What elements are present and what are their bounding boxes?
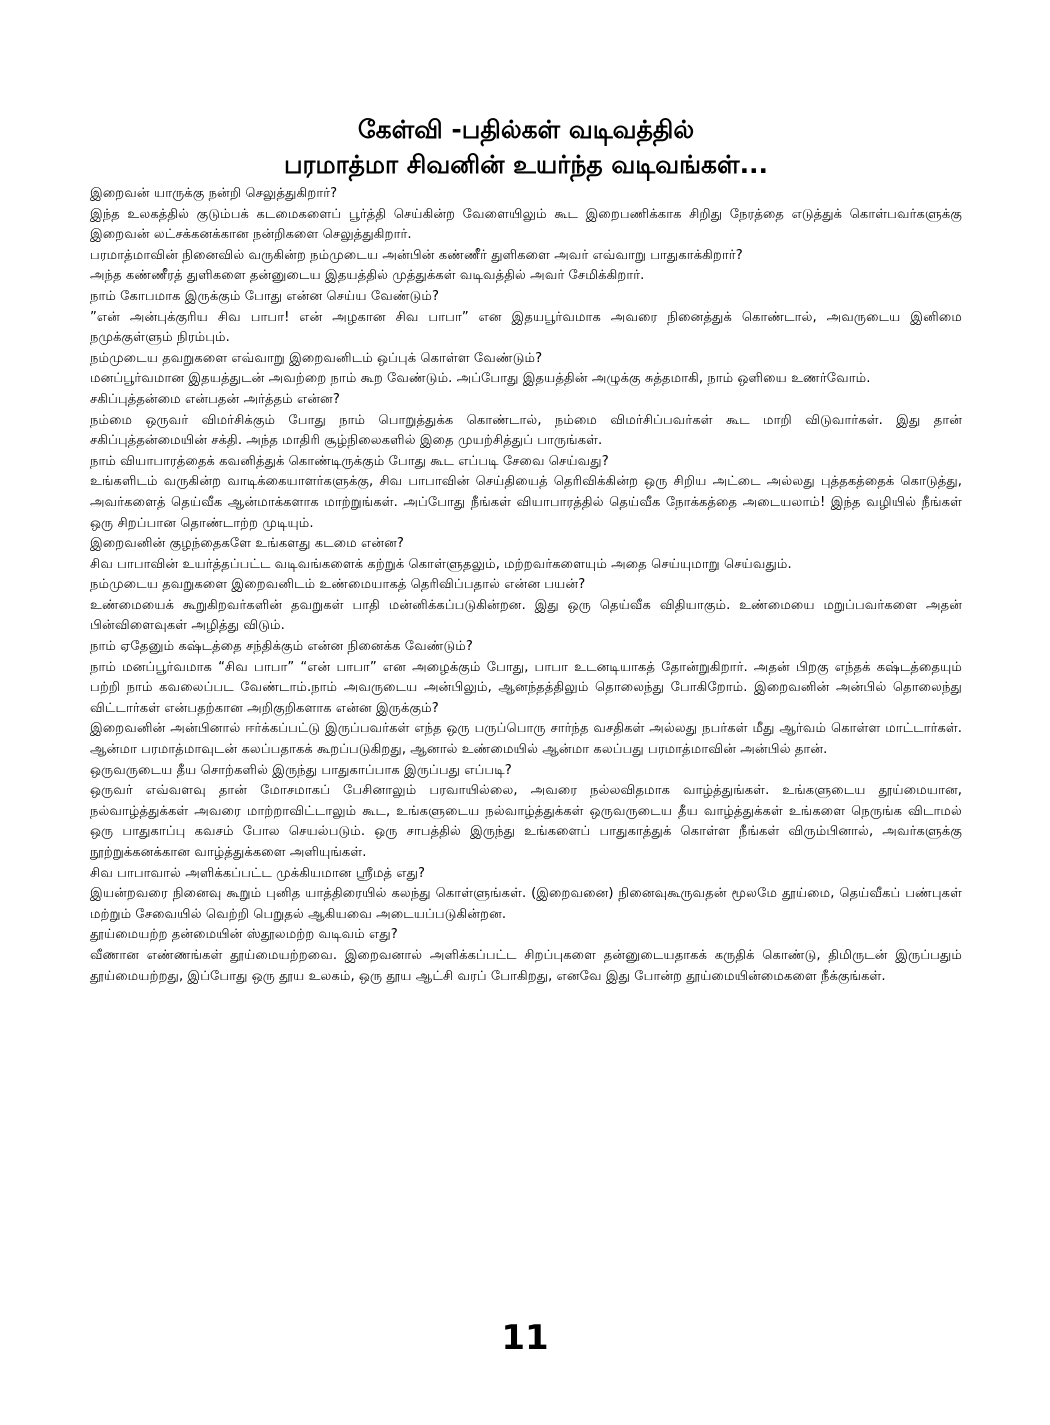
question: இறைவனின் குழந்தைகளே உங்களது கடமை என்ன?: [90, 536, 404, 552]
question: நாம் ஏதேனும் கஷ்டத்தை சந்திக்கும் என்ன நினைக்க வேண்டும்?: [90, 639, 473, 655]
question: நாம் வியாபாரத்தைக் கவனித்துக் கொண்டிருக்கும் போது கூட எப்படி சேவை செய்வது?: [90, 453, 609, 469]
page-title-line-1: கேள்வி -பதில்கள் வடிவத்தில்: [357, 115, 695, 144]
answer: வீணான எண்ணங்கள் தூய்மையற்றவை. இறைவனால் அளிக்கப்பட்ட சிறப்புகளை தன்னுடையதாகக் கருதிக் கொண்டு, திமிருடன் இருப்பதும் தூய்மையற்றது, இப்போது ஒரு தூய உலகம், ஒரு தூய ஆட்சி வரப் போகிறது, எனவே இது போன்ற தூய்மையின்மைகளை நீக்குங்கள்.: [90, 947, 962, 984]
answer: இயன்றவரை நினைவு கூறும் புனித யாத்திரையில் கலந்து கொள்ளுங்கள். (இறைவனை) நினைவுகூருவதன் மூலமே தூய்மை, தெய்வீகப் பண்புகள் மற்றும் சேவையில் வெற்றி பெறுதல் ஆகியவை அடையப்படுகின்றன.: [90, 886, 962, 922]
document-page: [90, 112, 962, 987]
question: சிவ பாபாவால் அளிக்கப்பட்ட முக்கியமான ஸ்ரீமத் எது?: [90, 865, 426, 881]
question: நாம் கோபமாக இருக்கும் போது என்ன செய்ய வேண்டும்?: [90, 288, 439, 304]
question: சகிப்புத்தன்மை என்பதன் அர்த்தம் என்ன?: [90, 391, 340, 407]
page-title-line-2: பரமாத்மா சிவனின் உயர்ந்த வடிவங்கள்...: [283, 150, 769, 179]
answer: இந்த உலகத்தில் குடும்பக் கடமைகளைப் பூர்த்தி செய்கின்ற வேளையிலும் கூட இறைபணிக்காக சிறிது நேரத்தை எடுத்துக் கொள்பவர்களுக்கு இறைவன் லட்சக்கனக்கான நன்றிகளை செலுத்துகிறார்.: [90, 206, 962, 243]
answer: நம்மை ஒருவர் விமர்சிக்கும் போது நாம் பொறுத்துக்க கொண்டால், நம்மை விமர்சிப்பவர்கள் கூட மாறி விடுவார்கள். இது தான் சகிப்புத்தன்மையின் சக்தி. அந்த மாதிரி சூழ்நிலைகளில் இதை முயற்சித்துப் பாருங்கள்.: [90, 412, 962, 449]
page-number: 11: [501, 1318, 549, 1358]
answer: சிவ பாபாவின் உயர்த்தப்பட்ட வடிவங்களைக் கற்றுக் கொள்ளுதலும், மற்றவர்களையும் அதை செய்யுமாறு செய்வதும்.: [90, 556, 792, 572]
answer: அந்த கண்ணீரத் துளிகளை தன்னுடைய இதயத்தில் முத்துக்கள் வடிவத்தில் அவர் சேமிக்கிறார்.: [90, 268, 645, 284]
answer: இறைவனின் அன்பினால் ஈர்க்கப்பட்டு இருப்பவர்கள் எந்த ஒரு பருப்பொரு சார்ந்த வசதிகள் அல்லது நபர்கள் மீது ஆர்வம் கொள்ள மாட்டார்கள். ஆன்மா பரமாத்மாவுடன் கலப்பதாகக் கூறப்படுகிறது, ஆனால் உண்மையில் ஆன்மா கலப்பது பரமாத்மாவின் அன்பில் தான்.: [90, 721, 962, 758]
answer: உங்களிடம் வருகின்ற வாடிக்கையாளர்களுக்கு, சிவ பாபாவின் செய்தியைத் தெரிவிக்கின்ற ஒரு சிறிய அட்டை அல்லது புத்தகத்தைக் கொடுத்து, அவர்களைத் தெய்வீக ஆன்மாக்களாக மாற்றுங்கள். அப்போது நீங்கள் வியாபாரத்தில் தெய்வீக நோக்கத்தை அடையலாம்! இந்த வழியில் நீங்கள் ஒரு சிறப்பான தொண்டாற்ற முடியும்.: [90, 474, 962, 531]
answer: உண்மையைக் கூறுகிறவர்களின் தவறுகள் பாதி மன்னிக்கப்படுகின்றன. இது ஒரு தெய்வீக விதியாகும். உண்மையை மறுப்பவர்களை அதன் பின்விளைவுகள் அழித்து விடும்.: [90, 597, 962, 634]
answer: நாம் மனப்பூர்வமாக “சிவ பாபா” “என் பாபா” என அழைக்கும் போது, பாபா உடனடியாகத் தோன்றுகிறார். அதன் பிறகு எந்தக் கஷ்டத்தையும் பற்றி நாம் கவலைப்பட வேண்டாம்.நாம் அவருடைய அன்பிலும், ஆனந்தத்திலும் தொலைந்து போகிறோம். இறைவனின் அன்பில் தொலைந்து விட்டார்கள் என்பதற்கான அறிகுறிகளாக என்ன இருக்கும்?: [90, 659, 962, 716]
answer: ”என் அன்புக்குரிய சிவ பாபா! என் அழகான சிவ பாபா” என இதயபூர்வமாக அவரை நினைத்துக் கொண்டால், அவருடைய இனிமை நமுக்குள்ளும் நிரம்பும்.: [90, 309, 962, 346]
question: பரமாத்மாவின் நினைவில் வருகின்ற நம்முடைய அன்பின் கண்ணீர் துளிகளை அவர் எவ்வாறு பாதுகாக்கிறார்?: [90, 247, 743, 263]
question: இறைவன் யாருக்கு நன்றி செலுத்துகிறார்?: [90, 186, 338, 201]
answer: மனப்பூர்வமான இதயத்துடன் அவற்றை நாம் கூற வேண்டும். அப்போது இதயத்தின் அழுக்கு சுத்தமாகி, நாம் ஒளியை உணர்வோம்.: [90, 371, 871, 387]
question: ஒருவருடைய தீய சொற்களில் இருந்து பாதுகாப்பாக இருப்பது எப்படி?: [90, 762, 512, 778]
answer: ஒருவர் எவ்வளவு தான் மோசமாகப் பேசினாலும் பரவாயில்லை, அவரை நல்லவிதமாக வாழ்த்துங்கள். உங்களுடைய தூய்மையான, நல்வாழ்த்துக்கள் அவரை மாற்றாவிட்டாலும் கூட, உங்களுடைய நல்வாழ்த்துக்கள் ஒருவருடைய தீய வாழ்த்துக்கள் உங்களை நெருங்க விடாமல் ஒரு பாதுகாப்பு கவசம் போல செயல்படும். ஒரு சாபத்தில் இருந்து உங்களைப் பாதுகாத்துக் கொள்ள நீங்கள் விரும்பினால், அவர்களுக்கு நூற்றுக்கனக்கான வாழ்த்துக்களை அளியுங்கள்.: [90, 783, 962, 860]
qa-content: [90, 184, 962, 987]
question: நம்முடைய தவறுகளை எவ்வாறு இறைவனிடம் ஒப்புக் கொள்ள வேண்டும்?: [90, 350, 543, 366]
question: தூய்மையற்ற தன்மையின் ஸ்தூலமற்ற வடிவம் எது?: [90, 927, 398, 943]
question: நம்முடைய தவறுகளை இறைவனிடம் உண்மையாகத் தெரிவிப்பதால் என்ன பயன்?: [90, 577, 586, 593]
